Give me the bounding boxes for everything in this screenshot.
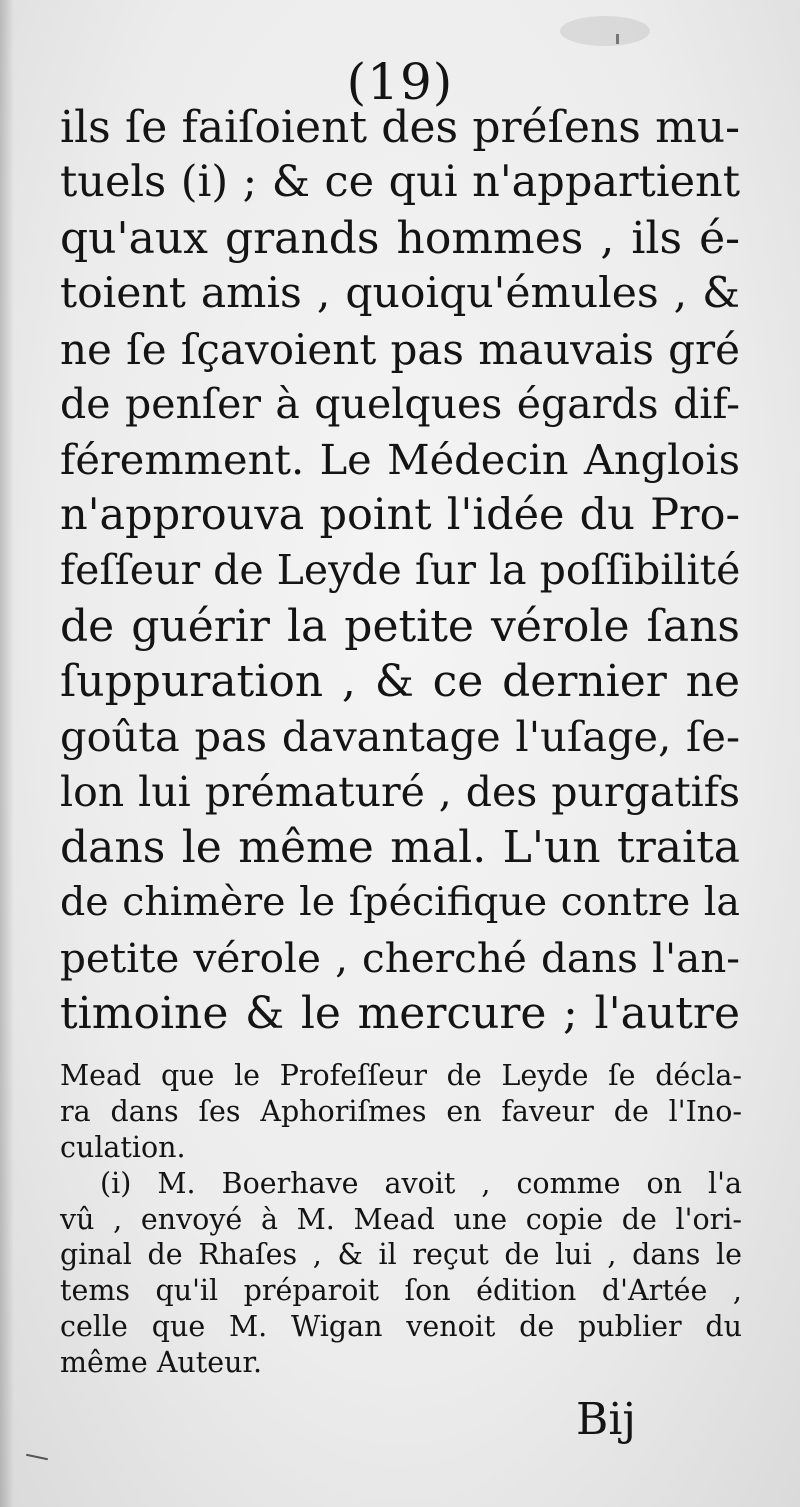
footnote-line: (i) M. Boerhave avoit , comme on l'a: [100, 1166, 742, 1200]
margin-ink-mark: [26, 1454, 48, 1461]
text-line: goûta pas davantage l'uſage, ſe-: [60, 712, 740, 762]
text-line: ils ſe faiſoient des préſens mu-: [60, 102, 740, 153]
page-number: (19): [346, 53, 454, 111]
text-line: féremment. Le Médecin Anglois: [60, 435, 740, 485]
text-line: tuels (i) ; & ce qui n'appartient: [60, 157, 740, 208]
page-edge-shadow: [0, 0, 14, 1507]
main-text: [60, 100, 740, 1042]
text-line: feſſeur de Leyde ſur la poſſibilité: [60, 546, 741, 595]
footnote-line: ginal de Rhaſes , & il reçut de lui , dans le: [60, 1238, 742, 1272]
text-line: toient amis , quoiqu'émules , &: [60, 269, 740, 319]
text-line: de chimère le ſpécifique contre la: [60, 879, 740, 926]
signature-mark: Bij: [576, 1394, 637, 1445]
text-line: timoine & le mercure ; l'autre: [60, 988, 740, 1040]
footnote-line: ra dans ſes Aphoriſmes en faveur de l'Ino-: [60, 1094, 742, 1128]
paper-smudge: [560, 16, 650, 46]
text-line: dans le même mal. L'un traita: [60, 822, 740, 874]
footnote-line: vû , envoyé à M. Mead une copie de l'ori-: [60, 1202, 742, 1236]
text-line: lon lui prématuré , des purgatifs: [60, 767, 740, 816]
footnote-line: celle que M. Wigan venoit de publier du: [60, 1310, 742, 1344]
footnote-line: Mead que le Profeſſeur de Leyde ſe décla-: [60, 1059, 742, 1092]
margin-ink-mark: [616, 34, 619, 44]
text-line: n'approuva point l'idée du Pro-: [60, 489, 740, 540]
text-line: de penſer à quelques égards dif-: [60, 379, 740, 428]
text-line: ne ſe ſçavoient pas mauvais gré: [60, 324, 740, 374]
text-line: qu'aux grands hommes , ils é-: [60, 212, 740, 264]
footnotes: [60, 1058, 742, 1381]
footnote-line: tems qu'il préparoit ſon édition d'Artée ,: [60, 1274, 742, 1308]
text-line: de guérir la petite vérole ſans: [60, 600, 740, 652]
footnote-line: même Auteur.: [60, 1346, 263, 1380]
text-line: petite vérole , cherché dans l'an-: [60, 933, 740, 982]
text-line: ſuppuration , & ce dernier ne: [60, 655, 740, 707]
footnote-line: culation.: [60, 1130, 186, 1164]
